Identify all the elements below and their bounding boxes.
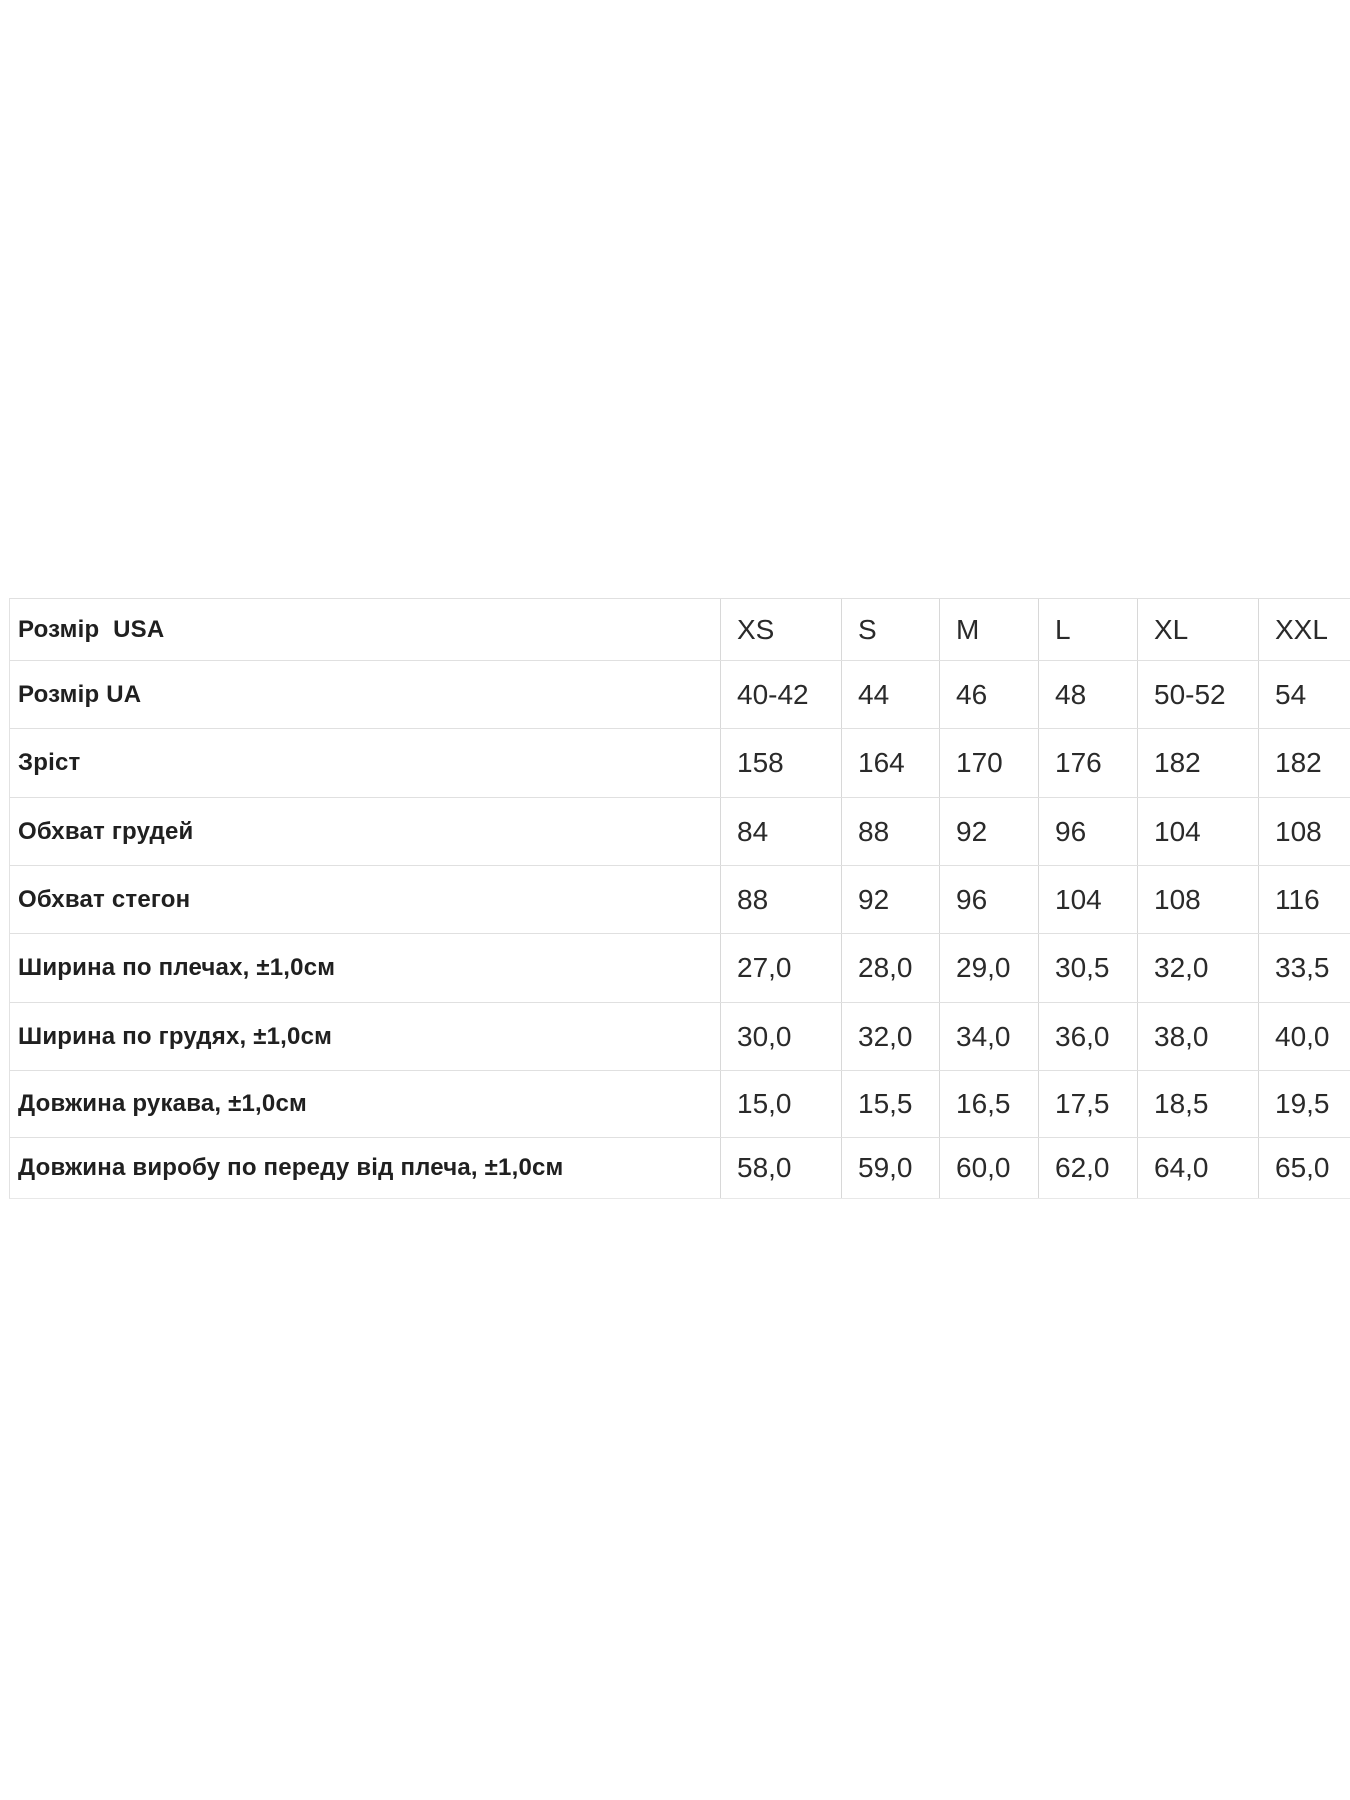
size-table [9, 598, 1350, 1199]
row-label: Розмір UA [18, 680, 142, 708]
row-label: Розмір USA [18, 615, 165, 643]
row-label: Довжина рукава, ±1,0см [18, 1090, 307, 1117]
cell-value: 65,0 [1258, 1138, 1350, 1198]
cell-value: 44 [841, 661, 939, 728]
row-label: Зріст [18, 749, 81, 776]
cell-value: 18,5 [1137, 1071, 1258, 1137]
cell-value: 48 [1038, 661, 1137, 728]
table-row [10, 728, 1350, 797]
cell-value: 96 [939, 866, 1038, 933]
cell-value: 17,5 [1038, 1071, 1137, 1137]
cell-value: 58,0 [720, 1138, 841, 1198]
column-header-xl: XL [1137, 599, 1258, 660]
cell-value: 60,0 [939, 1138, 1038, 1198]
cell-value: 88 [841, 798, 939, 865]
cell-value: 30,5 [1038, 934, 1137, 1002]
row-label: Довжина виробу по переду від плеча, ±1,0см [18, 1154, 564, 1181]
cell-value: 108 [1258, 798, 1350, 865]
cell-value: 16,5 [939, 1071, 1038, 1137]
table-row [10, 660, 1350, 728]
cell-value: 88 [720, 866, 841, 933]
cell-value: 62,0 [1038, 1138, 1137, 1198]
cell-value: 19,5 [1258, 1071, 1350, 1137]
table-row [10, 1137, 1350, 1198]
table-row [10, 797, 1350, 865]
cell-value: 36,0 [1038, 1003, 1137, 1070]
cell-value: 176 [1038, 729, 1137, 797]
cell-value: 30,0 [720, 1003, 841, 1070]
table-row [10, 933, 1350, 1002]
row-label: Обхват грудей [18, 817, 194, 845]
cell-value: 182 [1258, 729, 1350, 797]
column-header-s: S [841, 599, 939, 660]
cell-value: 92 [841, 866, 939, 933]
column-header-xxl: XXL [1258, 599, 1350, 660]
cell-value: 27,0 [720, 934, 841, 1002]
cell-value: 64,0 [1137, 1138, 1258, 1198]
table-row [10, 1002, 1350, 1070]
cell-value: 182 [1137, 729, 1258, 797]
row-label: Обхват стегон [18, 885, 191, 913]
table-header-row [10, 598, 1350, 660]
column-header-l: L [1038, 599, 1137, 660]
cell-value: 158 [720, 729, 841, 797]
cell-value: 170 [939, 729, 1038, 797]
cell-value: 46 [939, 661, 1038, 728]
cell-value: 116 [1258, 866, 1350, 933]
cell-value: 50-52 [1137, 661, 1258, 728]
cell-value: 32,0 [1137, 934, 1258, 1002]
cell-value: 96 [1038, 798, 1137, 865]
cell-value: 34,0 [939, 1003, 1038, 1070]
cell-value: 15,5 [841, 1071, 939, 1137]
cell-value: 40,0 [1258, 1003, 1350, 1070]
table-row [10, 1070, 1350, 1137]
cell-value: 54 [1258, 661, 1350, 728]
cell-value: 59,0 [841, 1138, 939, 1198]
row-label: Ширина по грудях, ±1,0см [18, 1022, 333, 1050]
cell-value: 15,0 [720, 1071, 841, 1137]
cell-value: 29,0 [939, 934, 1038, 1002]
column-header-m: M [939, 599, 1038, 660]
cell-value: 84 [720, 798, 841, 865]
cell-value: 40-42 [720, 661, 841, 728]
cell-value: 33,5 [1258, 934, 1350, 1002]
table-row [10, 865, 1350, 933]
cell-value: 28,0 [841, 934, 939, 1002]
cell-value: 108 [1137, 866, 1258, 933]
cell-value: 104 [1038, 866, 1137, 933]
cell-value: 38,0 [1137, 1003, 1258, 1070]
column-header-xs: XS [720, 599, 841, 660]
cell-value: 104 [1137, 798, 1258, 865]
row-label: Ширина по плечах, ±1,0см [18, 954, 336, 981]
cell-value: 164 [841, 729, 939, 797]
cell-value: 92 [939, 798, 1038, 865]
cell-value: 32,0 [841, 1003, 939, 1070]
